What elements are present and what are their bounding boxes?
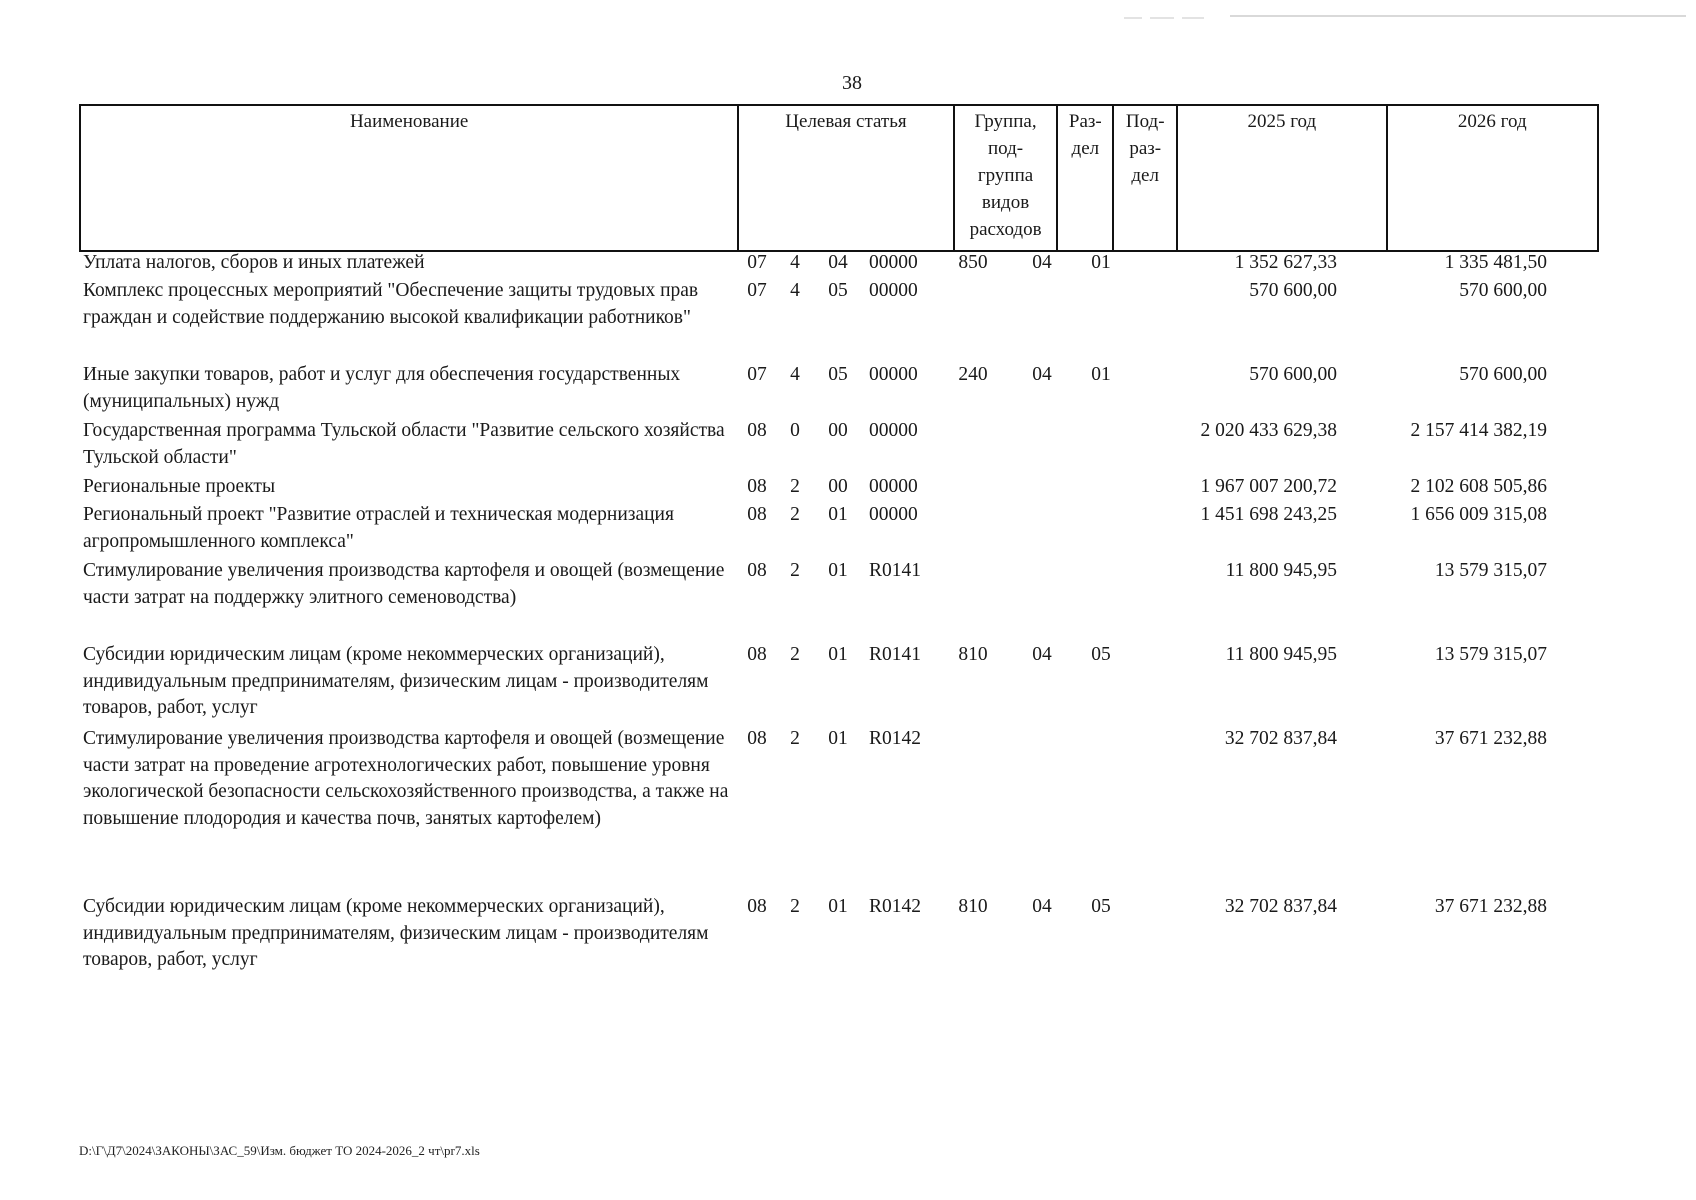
row-value-2026: 2 102 608 505,86 — [1410, 476, 1547, 497]
page-number: 38 — [842, 72, 862, 94]
row-code-event: 04 — [828, 252, 848, 273]
row-section: 04 — [1032, 644, 1052, 665]
row-subsection — [1069, 474, 1133, 502]
row-name: Региональные проекты — [83, 476, 276, 497]
row-code-program: 08 — [747, 420, 767, 441]
row-code-program: 07 — [747, 280, 767, 301]
row-code-program: 08 — [747, 644, 767, 665]
row-code-direction: R0141 — [869, 560, 922, 581]
scan-artifact-dash — [1124, 17, 1142, 19]
row-section: 04 — [1032, 364, 1052, 385]
row-value-2026: 1 656 009 315,08 — [1410, 504, 1547, 525]
row-code-type: 2 — [790, 476, 800, 497]
row-code-direction: 00000 — [869, 280, 918, 301]
row-code-program: 08 — [747, 560, 767, 581]
row-code-type: 4 — [790, 280, 800, 301]
header-section — [1058, 106, 1114, 250]
row-code-direction: R0142 — [869, 896, 922, 917]
row-name: Стимулирование увеличения производства картофеля и овощей (возмещение части затрат на проведение агротехнологических работ, повышение уровня экологической безопасности сельскохозяйственного производства, а также на повышение плодородия и качества почв, занятых картофелем) — [83, 728, 729, 829]
row-code-type: 2 — [790, 728, 800, 749]
row-section — [1015, 278, 1069, 362]
header-2026: 2026 год — [1457, 111, 1527, 132]
row-name: Государственная программа Тульской области "Развитие сельского хозяйства Тульской области" — [83, 420, 725, 468]
row-code-program: 07 — [747, 252, 767, 273]
row-code-type: 2 — [790, 896, 800, 917]
row-section — [1015, 502, 1069, 558]
scan-artifact-line — [1230, 15, 1686, 17]
row-code-event: 05 — [828, 364, 848, 385]
header-group-line: группа — [977, 165, 1034, 186]
row-value-2025: 32 702 837,84 — [1224, 896, 1337, 917]
row-code-event: 01 — [828, 728, 848, 749]
row-code-event: 01 — [828, 644, 848, 665]
row-code-event: 01 — [828, 896, 848, 917]
table-body — [79, 250, 1599, 978]
table-row — [79, 642, 1599, 726]
row-subsection — [1069, 278, 1133, 362]
row-name: Стимулирование увеличения производства картофеля и овощей (возмещение части затрат на поддержку элитного семеноводства) — [83, 560, 725, 608]
header-subsection-line: дел — [1131, 165, 1159, 186]
table-row — [79, 502, 1599, 558]
row-code-event: 00 — [828, 476, 848, 497]
row-code-type: 4 — [790, 252, 800, 273]
row-value-2026: 1 335 481,50 — [1444, 252, 1547, 273]
row-subsection — [1069, 726, 1133, 894]
header-subsection-line: Под- — [1125, 111, 1165, 132]
row-code-event: 01 — [828, 560, 848, 581]
row-value-2025: 570 600,00 — [1249, 364, 1337, 385]
header-target-article: Целевая статья — [739, 106, 954, 250]
row-value-2026: 13 579 315,07 — [1434, 560, 1547, 581]
row-value-2026: 570 600,00 — [1459, 364, 1547, 385]
row-section: 04 — [1032, 252, 1052, 273]
row-code-type: 2 — [790, 644, 800, 665]
footer-file-path: D:\Г\Д7\2024\ЗАКОНЫ\ЗАС_59\Изм. бюджет ТО 2024-2026_2 чт\pr7.xls — [79, 1143, 480, 1158]
row-subsection — [1069, 558, 1133, 642]
row-code-type: 2 — [790, 504, 800, 525]
header-2025: 2025 год — [1178, 106, 1387, 250]
row-code-program: 08 — [747, 896, 767, 917]
row-value-2025: 1 967 007 200,72 — [1200, 476, 1337, 497]
row-subsection: 01 — [1091, 252, 1111, 273]
row-value-2026: 570 600,00 — [1459, 280, 1547, 301]
row-group — [931, 474, 1015, 502]
row-name: Уплата налогов, сборов и иных платежей — [83, 252, 425, 273]
row-group: 240 — [958, 364, 988, 385]
row-code-direction: 00000 — [869, 420, 918, 441]
header-section-line: дел — [1071, 138, 1100, 159]
row-value-2025: 1 352 627,33 — [1234, 252, 1337, 273]
table-row — [79, 558, 1599, 642]
table-header — [79, 104, 1599, 252]
row-group — [931, 278, 1015, 362]
table-row — [79, 894, 1599, 978]
row-code-direction: 00000 — [869, 476, 918, 497]
table-row — [79, 362, 1599, 418]
row-code-program: 07 — [747, 364, 767, 385]
row-name: Субсидии юридическим лицам (кроме некоммерческих организаций), индивидуальным предпринимателям, физическим лицам - производителям товаров, работ, услуг — [83, 896, 709, 970]
header-group-line: расходов — [969, 219, 1042, 240]
row-subsection: 01 — [1091, 364, 1111, 385]
row-code-direction: R0142 — [869, 728, 922, 749]
row-value-2026: 2 157 414 382,19 — [1410, 420, 1547, 441]
header-section-line: Раз- — [1068, 111, 1102, 132]
row-group: 850 — [958, 252, 988, 273]
row-group: 810 — [958, 644, 988, 665]
row-subsection — [1069, 418, 1133, 474]
row-subsection: 05 — [1091, 896, 1111, 917]
row-value-2026: 37 671 232,88 — [1434, 896, 1547, 917]
row-name: Иные закупки товаров, работ и услуг для обеспечения государственных (муниципальных) нужд — [83, 364, 681, 412]
row-code-type: 4 — [790, 364, 800, 385]
row-value-2025: 1 451 698 243,25 — [1200, 504, 1337, 525]
row-code-direction: 00000 — [869, 252, 918, 273]
row-value-2025: 11 800 945,95 — [1225, 560, 1337, 581]
row-group — [931, 558, 1015, 642]
row-name: Региональный проект "Развитие отраслей и техническая модернизация агропромышленного комплекса" — [83, 504, 674, 552]
header-name: Наименование — [81, 106, 739, 250]
row-section — [1015, 726, 1069, 894]
row-code-event: 01 — [828, 504, 848, 525]
header-subsection-line: раз- — [1129, 138, 1162, 159]
row-section — [1015, 418, 1069, 474]
row-code-type: 2 — [790, 560, 800, 581]
row-section — [1015, 474, 1069, 502]
row-value-2025: 32 702 837,84 — [1224, 728, 1337, 749]
row-group — [931, 502, 1015, 558]
header-group — [955, 106, 1059, 250]
table-row — [79, 726, 1599, 894]
table-row — [79, 418, 1599, 474]
row-value-2026: 13 579 315,07 — [1434, 644, 1547, 665]
row-code-direction: R0141 — [869, 644, 922, 665]
header-group-line: Группа, — [974, 111, 1037, 132]
row-code-program: 08 — [747, 476, 767, 497]
row-value-2026: 37 671 232,88 — [1434, 728, 1547, 749]
row-code-direction: 00000 — [869, 364, 918, 385]
scan-artifact-dash — [1182, 17, 1204, 19]
row-subsection — [1069, 502, 1133, 558]
row-code-direction: 00000 — [869, 504, 918, 525]
row-name: Субсидии юридическим лицам (кроме некоммерческих организаций), индивидуальным предпринимателям, физическим лицам - производителям товаров, работ, услуг — [83, 644, 709, 718]
row-code-program: 08 — [747, 728, 767, 749]
row-group — [931, 726, 1015, 894]
header-subsection — [1114, 106, 1178, 250]
row-subsection: 05 — [1091, 644, 1111, 665]
table-row — [79, 278, 1599, 362]
row-value-2025: 2 020 433 629,38 — [1200, 420, 1337, 441]
table-row — [79, 250, 1599, 278]
row-section: 04 — [1032, 896, 1052, 917]
row-group: 810 — [958, 896, 988, 917]
row-code-event: 05 — [828, 280, 848, 301]
table-row — [79, 474, 1599, 502]
row-group — [931, 418, 1015, 474]
row-name: Комплекс процессных мероприятий "Обеспечение защиты трудовых прав граждан и содействие поддержанию высокой квалификации работников" — [83, 280, 699, 328]
row-value-2025: 570 600,00 — [1249, 280, 1337, 301]
header-group-line: видов — [981, 192, 1030, 213]
row-code-program: 08 — [747, 504, 767, 525]
row-code-type: 0 — [790, 420, 800, 441]
row-section — [1015, 558, 1069, 642]
row-value-2025: 11 800 945,95 — [1225, 644, 1337, 665]
header-group-line: под- — [987, 138, 1024, 159]
scan-artifact-dash — [1150, 17, 1174, 19]
row-code-event: 00 — [828, 420, 848, 441]
